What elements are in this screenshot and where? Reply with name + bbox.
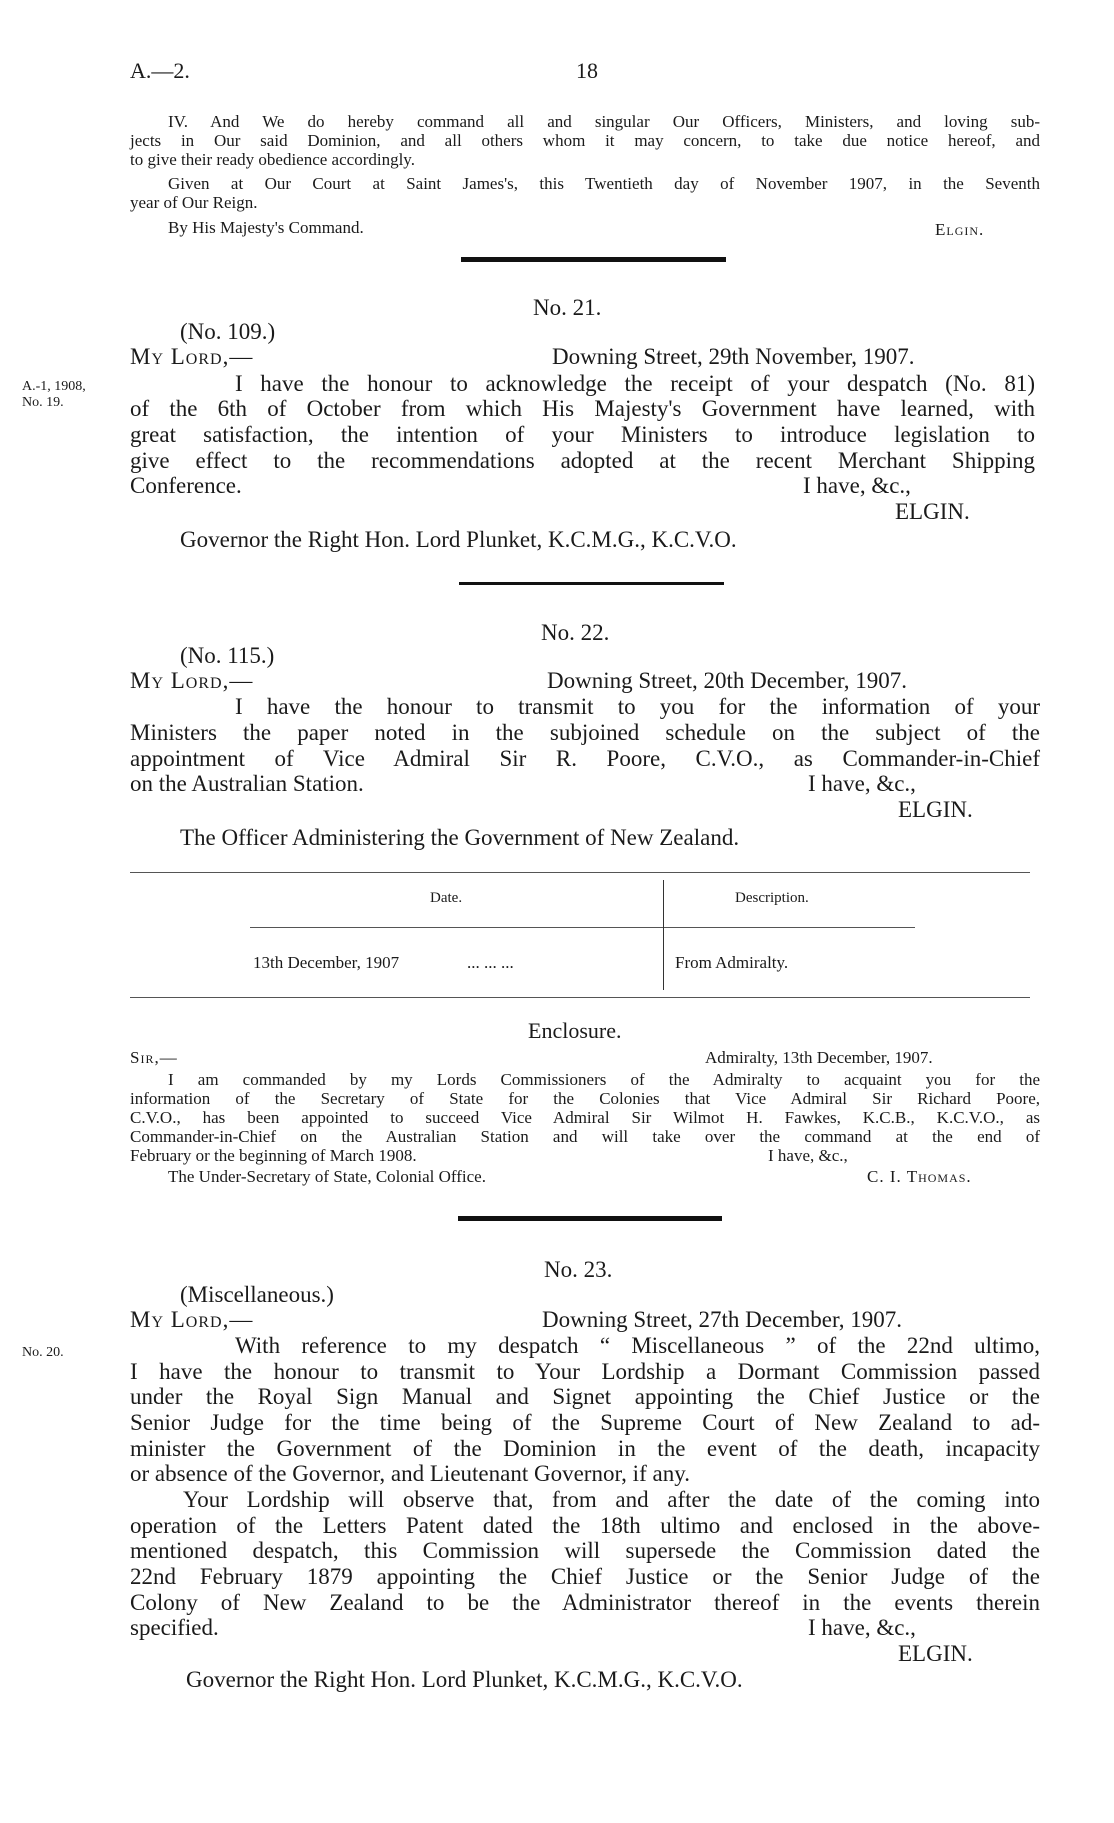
table-cell-leaders: ... ... ... <box>467 953 514 972</box>
signature: ELGIN. <box>895 499 970 524</box>
signature: ELGIN. <box>898 797 973 822</box>
table-cell-description: From Admiralty. <box>675 953 789 972</box>
enclosure-title: Enclosure. <box>528 1018 622 1043</box>
despatch-heading: No. 22. <box>541 620 610 645</box>
body-line: minister the Government of the Dominion in the event of the death, incapacity <box>130 1436 1040 1461</box>
margin-note: No. 19. <box>22 395 64 410</box>
body-line: on the Australian Station. <box>130 771 364 796</box>
despatch-number: (Miscellaneous.) <box>180 1282 334 1307</box>
closing: I have, &c., <box>808 771 916 796</box>
body-line: Conference. <box>130 473 242 498</box>
recipient: Governor the Right Hon. Lord Plunket, K.C.M.G., K.C.V.O. <box>180 527 737 552</box>
table-header-description: Description. <box>735 890 809 906</box>
margin-note: A.-1, 1908, <box>22 379 86 394</box>
despatch-number: (No. 109.) <box>180 319 276 344</box>
body-line: give effect to the recommendations adopted at the recent Merchant Shipping <box>130 448 1035 473</box>
body-line: I have the honour to transmit to you for the information of your <box>235 694 1040 719</box>
body-line: Colony of New Zealand to be the Administrator thereof in the events therein <box>130 1590 1040 1615</box>
table-header-date: Date. <box>430 890 463 906</box>
body-line: specified. <box>130 1615 219 1640</box>
enclosure-line: Commander-in-Chief on the Australian Station and will take over the command at the end of <box>130 1127 1040 1146</box>
table-top-rule <box>130 872 1030 873</box>
enclosure-closing: I have, &c., <box>768 1146 848 1165</box>
enclosure-address-date: Admiralty, 13th December, 1907. <box>705 1048 933 1067</box>
table-header-rule <box>250 927 915 928</box>
recipient: The Officer Administering the Government of New Zealand. <box>180 825 740 850</box>
enclosure-recipient: The Under-Secretary of State, Colonial Office. <box>168 1167 486 1186</box>
page-number: 18 <box>576 58 598 83</box>
body-line: or absence of the Governor, and Lieutenant Governor, if any. <box>130 1461 690 1486</box>
despatch-heading: No. 21. <box>533 295 602 320</box>
body-line: I have the honour to transmit to Your Lordship a Dormant Commission passed <box>130 1359 1040 1384</box>
margin-note: No. 20. <box>22 1345 64 1360</box>
enclosure-line: February or the beginning of March 1908. <box>130 1146 417 1165</box>
signature: ELGIN. <box>898 1641 973 1666</box>
closing: I have, &c., <box>803 473 911 498</box>
body-line: I have the honour to acknowledge the receipt of your despatch (No. 81) <box>235 371 1035 396</box>
enclosure-signature: C. I. Thomas. <box>867 1167 972 1186</box>
despatch-number: (No. 115.) <box>180 643 275 668</box>
body-line: 22nd February 1879 appointing the Chief Justice or the Senior Judge of the <box>130 1564 1040 1589</box>
table-cell-date: 13th December, 1907 <box>253 953 400 972</box>
body-line: under the Royal Sign Manual and Signet appointing the Chief Justice or the <box>130 1384 1040 1409</box>
proclamation-line: to give their ready obedience accordingly. <box>130 150 415 169</box>
body-line: Your Lordship will observe that, from and after the date of the coming into <box>183 1487 1040 1512</box>
address-date: Downing Street, 20th December, 1907. <box>547 668 907 693</box>
body-line: Ministers the paper noted in the subjoined schedule on the subject of the <box>130 720 1040 745</box>
body-line: great satisfaction, the intention of your Ministers to introduce legislation to <box>130 422 1035 447</box>
proclamation-line: IV. And We do hereby command all and singular Our Officers, Ministers, and loving sub- <box>168 112 1040 131</box>
proclamation-line: By His Majesty's Command. <box>168 218 364 237</box>
body-line: With reference to my despatch “ Miscellaneous ” of the 22nd ultimo, <box>235 1333 1040 1358</box>
body-line: mentioned despatch, this Commission will supersede the Commission dated the <box>130 1538 1040 1563</box>
body-line: of the 6th of October from which His Majesty's Government have learned, with <box>130 396 1035 421</box>
document-reference: A.—2. <box>130 58 190 83</box>
table-column-divider <box>663 880 664 990</box>
proclamation-signature: Elgin. <box>935 220 985 239</box>
salutation: My Lord,— <box>130 344 254 369</box>
section-divider <box>461 257 726 262</box>
body-line: Senior Judge for the time being of the Supreme Court of New Zealand to ad- <box>130 1410 1040 1435</box>
enclosure-line: C.V.O., has been appointed to succeed Vice Admiral Sir Wilmot H. Fawkes, K.C.B., K.C.V.O., as <box>130 1108 1040 1127</box>
enclosure-line: I am commanded by my Lords Commissioners of the Admiralty to acquaint you for the <box>168 1070 1040 1089</box>
proclamation-line: jects in Our said Dominion, and all others whom it may concern, to take due notice hereof, and <box>130 131 1040 150</box>
body-line: operation of the Letters Patent dated the 18th ultimo and enclosed in the above- <box>130 1513 1040 1538</box>
section-divider <box>459 582 724 585</box>
table-bottom-rule <box>130 997 1030 998</box>
enclosure-salutation: Sir,— <box>130 1048 178 1067</box>
body-line: appointment of Vice Admiral Sir R. Poore, C.V.O., as Commander-in-Chief <box>130 746 1040 771</box>
enclosure-line: information of the Secretary of State for the Colonies that Vice Admiral Sir Richard Poore, <box>130 1089 1040 1108</box>
recipient: Governor the Right Hon. Lord Plunket, K.C.M.G., K.C.V.O. <box>186 1667 743 1692</box>
section-divider <box>458 1216 722 1221</box>
salutation: My Lord,— <box>130 1307 254 1332</box>
address-date: Downing Street, 29th November, 1907. <box>552 344 915 369</box>
proclamation-line: Given at Our Court at Saint James's, this Twentieth day of November 1907, in the Seventh <box>168 174 1040 193</box>
address-date: Downing Street, 27th December, 1907. <box>542 1307 902 1332</box>
despatch-heading: No. 23. <box>544 1257 613 1282</box>
proclamation-line: year of Our Reign. <box>130 193 258 212</box>
closing: I have, &c., <box>808 1615 916 1640</box>
salutation: My Lord,— <box>130 668 254 693</box>
